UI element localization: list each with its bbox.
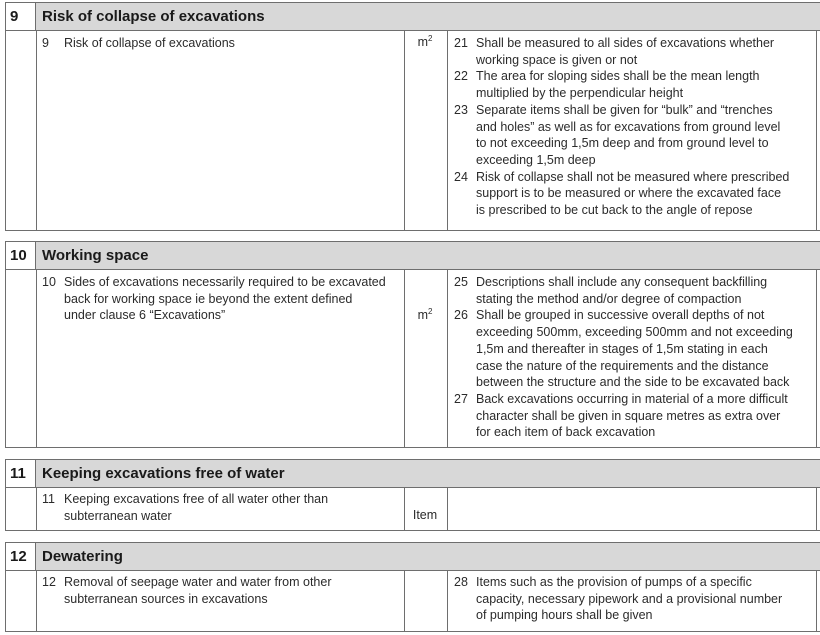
section-10-header (6, 242, 820, 270)
clause-item: 9 Risk of collapse of excavations (42, 36, 235, 50)
note-25: 25 Descriptions shall include any consequent backfilling stating the method and/or degree of compaction (454, 275, 768, 306)
notes-list (454, 274, 816, 441)
section-12-header (6, 543, 820, 571)
section-9 (5, 2, 820, 231)
section-12 (5, 542, 820, 632)
section-number: 12 (6, 543, 36, 570)
section-title: Working space (42, 247, 149, 264)
clause-item: 12 Removal of seepage water and water from other subterranean sources in excavations (42, 575, 332, 606)
note-26: 26 Shall be grouped in successive overall depths of not exceeding 500mm, exceeding 500mm and not exceeding 1,5m and thereafter in stages of 1,5m stating in each case the nature of the requirements and the distance between the structure and the side to be excavated back (454, 308, 793, 390)
section-number: 9 (6, 3, 36, 30)
note-22: 22 The area for sloping sides shall be the mean length multiplied by the perpendicular height (454, 69, 760, 101)
section-9-header (6, 3, 820, 31)
section-title: Risk of collapse of excavations (42, 8, 265, 25)
note-23: 23 Separate items shall be given for “bulk” and “trenches and holes” as well as for excavations from ground level to not exceeding 1,5m deep and from ground level to exceeding 1,5m deep (454, 102, 781, 167)
section-title: Dewatering (42, 548, 123, 565)
note-27: 27 Back excavations occurring in material of a more difficult character shall be given in square metres as extra over for each item of back excavation (454, 391, 788, 440)
section-11 (5, 459, 820, 531)
section-title: Keeping excavations free of water (42, 465, 285, 482)
notes-list (454, 574, 816, 624)
unit-m2: $m^2$ (417, 33, 433, 49)
note-24: 24 Risk of collapse shall not be measured where prescribed support is to be measured or where the excavated face is prescribed to be cut back to the angle of repose (454, 169, 790, 218)
note-28: 28 Items such as the provision of pumps of a specific capacity, necessary pipework and a provisional number of pumping hours shall be given (454, 575, 783, 623)
notes-list (454, 35, 816, 219)
section-number: 11 (6, 460, 36, 487)
note-21: 21 Shall be measured to all sides of excavations whether working space is given or not (454, 36, 775, 67)
section-10 (5, 241, 820, 448)
section-number: 10 (6, 242, 36, 269)
clause-item: 10 Sides of excavations necessarily required to be excavated back for working space ie beyond the extent defined under clause 6 “Excavations” (42, 275, 386, 323)
section-11-header (6, 460, 820, 488)
clause-item: 11 Keeping excavations free of all water other than subterranean water (42, 492, 329, 523)
unit-item: Item (412, 508, 438, 522)
unit-m2: $m^2$ (417, 306, 433, 322)
